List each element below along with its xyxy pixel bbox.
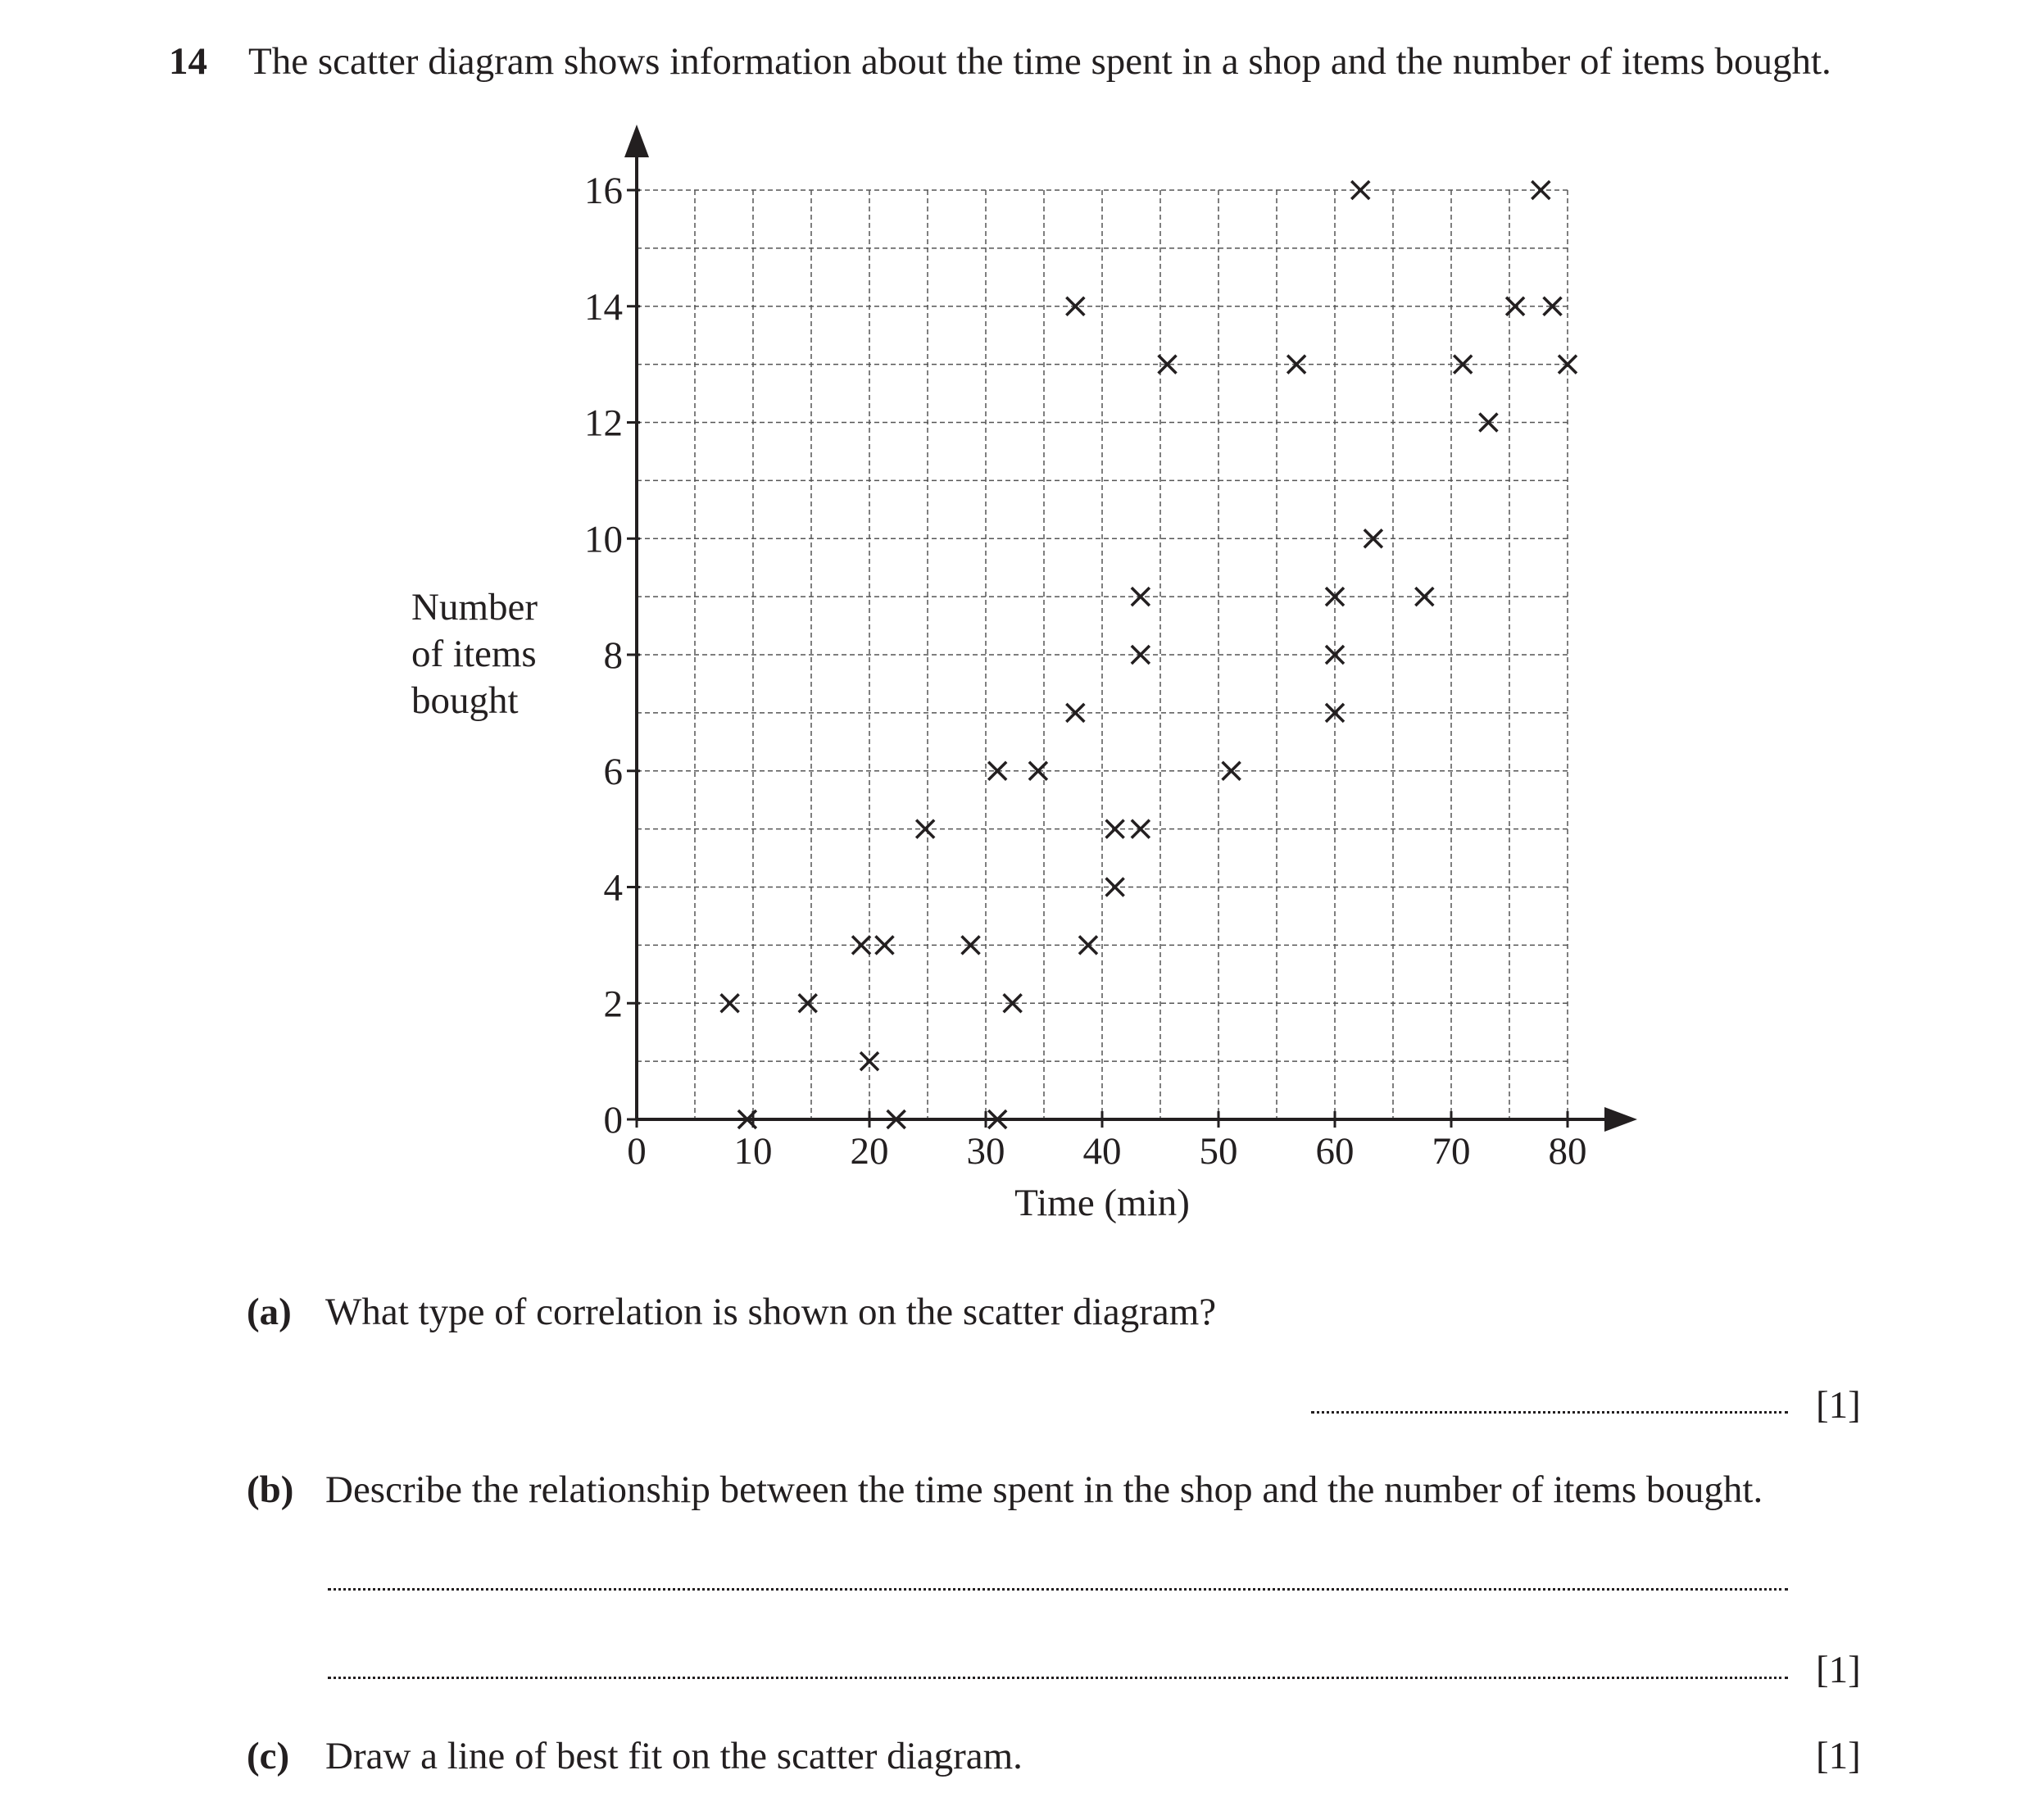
x-tick-label: 20 (850, 1130, 889, 1173)
y-tick-label: 12 (584, 402, 623, 445)
part-b-text: Describe the relationship between the time spent in the shop and the number of items bought. (325, 1468, 1763, 1511)
part-a-answer-line[interactable] (1311, 1411, 1788, 1414)
x-tick-label: 60 (1315, 1130, 1355, 1173)
part-c-marks: [1] (1816, 1735, 1861, 1777)
y-axis-label (411, 584, 538, 724)
y-tick-label: 2 (603, 983, 623, 1026)
x-axis-label: Time (min) (1014, 1182, 1190, 1224)
part-c-text: Draw a line of best fit on the scatter diagram. (325, 1735, 1023, 1777)
y-tick-label: 14 (584, 285, 623, 329)
y-axis-label-line-2: of items (411, 633, 537, 675)
part-b-answer-line-1[interactable] (328, 1588, 1788, 1591)
part-b-answer-line-2[interactable] (328, 1677, 1788, 1679)
y-tick-label: 0 (603, 1099, 623, 1141)
y-axis-arrow (624, 125, 649, 157)
part-b-label: (b) (247, 1468, 294, 1511)
y-tick-label: 8 (603, 634, 623, 677)
y-tick-label: 10 (584, 518, 623, 561)
part-c-label: (c) (247, 1735, 290, 1777)
question-number: 14 (169, 40, 207, 83)
part-a-label: (a) (247, 1291, 292, 1333)
x-tick-label: 50 (1199, 1130, 1238, 1173)
x-tick-label: 40 (1082, 1130, 1122, 1173)
part-b-marks: [1] (1816, 1649, 1861, 1691)
y-axis-label-line-1: Number (411, 586, 538, 629)
y-axis-label-line-3: bought (411, 679, 519, 722)
x-tick-label: 0 (627, 1130, 647, 1173)
question-stem: The scatter diagram shows information about the time spent in a shop and the number of items bought. (248, 40, 1831, 83)
x-tick-label: 30 (966, 1130, 1005, 1173)
x-tick-label: 10 (733, 1130, 773, 1173)
y-tick-label: 4 (603, 866, 623, 910)
y-tick-label: 16 (584, 170, 623, 212)
x-tick-label: 70 (1432, 1130, 1471, 1173)
part-a-marks: [1] (1816, 1384, 1861, 1427)
x-axis-arrow (1604, 1107, 1637, 1132)
x-tick-label: 80 (1548, 1130, 1587, 1173)
y-tick-label: 6 (603, 750, 623, 793)
part-a-text: What type of correlation is shown on the scatter diagram? (325, 1291, 1217, 1333)
